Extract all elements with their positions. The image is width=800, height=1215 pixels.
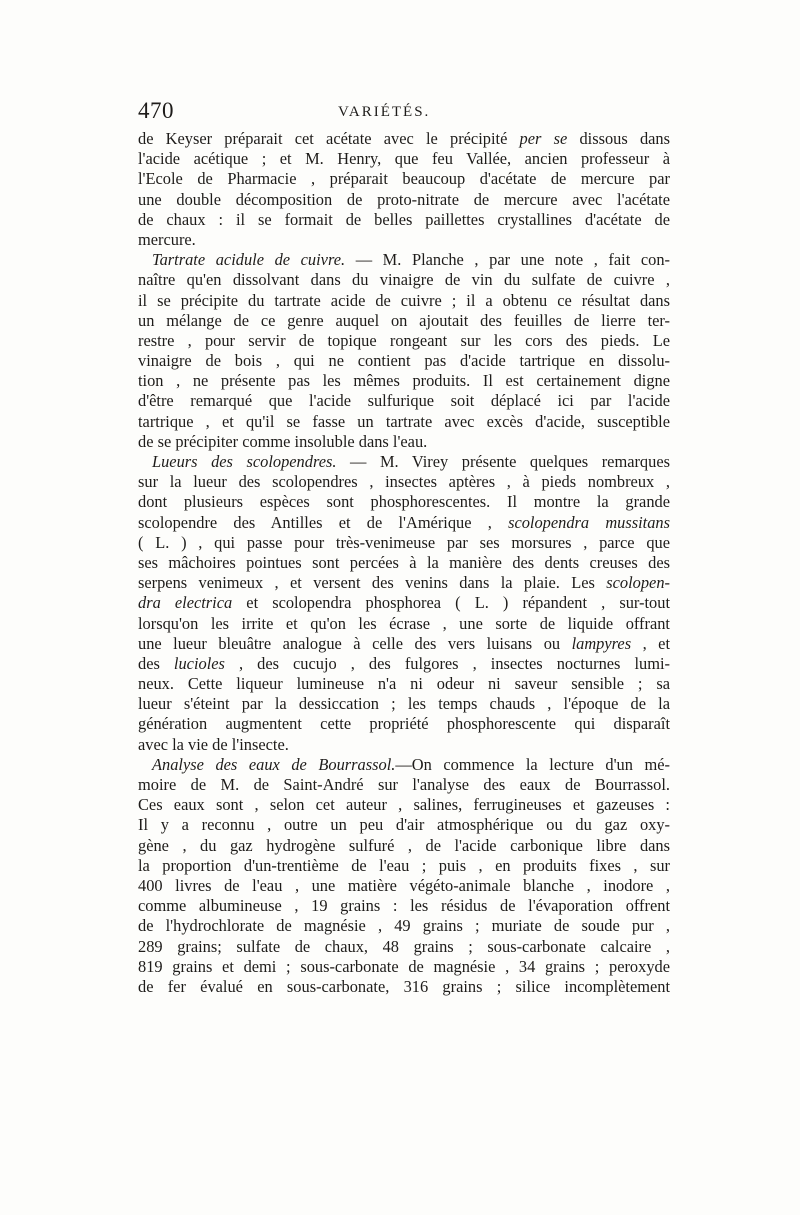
text-line xyxy=(138,250,670,270)
line-text: vinaigre de bois , qui ne contient pas d'acide tartrique en dissolu- xyxy=(138,351,670,371)
line-text: Il y a reconnu , outre un peu d'air atmosphérique ou du gaz oxy- xyxy=(138,815,670,835)
line-text: moire de M. de Saint-André sur l'analyse des eaux de Bourrassol. xyxy=(138,775,670,794)
line-text: comme albumineuse , 19 grains : les résidus de l'évaporation offrent xyxy=(138,896,670,916)
line-text: l'Ecole de Pharmacie , préparait beaucoup d'acétate de mercure par xyxy=(138,169,670,189)
italic-text: per se xyxy=(519,129,568,148)
line-text: tion , ne présente pas les mêmes produits. Il est certainement digne xyxy=(138,371,670,391)
line-text: 819 grains et demi ; sous-carbonate de magnésie , 34 grains ; peroxyde xyxy=(138,956,670,976)
text-line xyxy=(138,412,670,432)
text-line xyxy=(138,513,670,533)
italic-text: dra electrica xyxy=(138,593,233,613)
line-text: génération augmentent cette propriété phosphorescente qui disparaît xyxy=(138,714,670,734)
text-line xyxy=(138,735,670,755)
running-head: VARIÉTÉS. xyxy=(338,104,431,120)
page-header xyxy=(138,98,670,128)
line-text: une double décomposition de proto-nitrate de mercure avec l'acétate xyxy=(138,189,670,209)
line-text: de fer évalué en sous-carbonate, 316 grains ; silice incomplètement xyxy=(138,976,670,996)
line-text: restre , pour servir de topique rongeant sur les cors des pieds. Le xyxy=(138,330,670,350)
line-text: serpens venimeux , et versent des venins dans la plaie. Les xyxy=(138,573,607,593)
line-text: ( L. ) , qui passe pour très-venimeuse par ses morsures , parce que xyxy=(138,532,670,552)
italic-text: Lueurs des scolopendres. xyxy=(152,452,337,471)
italic-text: scolopendra mussitans xyxy=(508,512,670,532)
text-line xyxy=(138,654,670,674)
line-text: de Keyser préparait cet acétate avec le précipité xyxy=(138,129,520,148)
text-line xyxy=(138,311,670,331)
line-text: — M. Planche , par une note , fait con- xyxy=(345,250,670,270)
line-text: il se précipite du tartrate acide de cuivre ; il a obtenu ce résultat dans xyxy=(138,290,670,310)
line-text: de se précipiter comme insoluble dans l'eau. xyxy=(138,431,428,451)
line-text: neux. Cette liqueur lumineuse n'a ni odeur ni saveur sensible ; sa xyxy=(138,674,670,694)
text-line xyxy=(138,169,670,189)
line-text: 400 livres de l'eau , une matière végéto-animale blanche , inodore , xyxy=(138,875,670,895)
line-text: lorsqu'on les irrite et qu'on les écrase , une sorte de liquide offrant xyxy=(138,613,670,633)
italic-text: Analyse des eaux de Bourrassol. xyxy=(152,754,396,774)
text-line xyxy=(138,553,670,573)
text-line xyxy=(138,957,670,977)
line-text: la proportion d'un-trentième de l'eau ; puis , en produits fixes , sur xyxy=(138,855,670,875)
text-line xyxy=(138,331,670,351)
line-text: naître qu'en dissolvant dans du vinaigre de vin du sulfate de cuivre , xyxy=(138,270,670,290)
line-text: lueur s'éteint par la dessiccation ; les temps chauds , l'époque de la xyxy=(138,694,670,714)
text-line xyxy=(138,351,670,371)
line-text: une lueur bleuâtre analogue à celle des vers luisans ou xyxy=(138,633,572,653)
line-text: un mélange de ce genre auquel on ajoutait des feuilles de lierre ter- xyxy=(138,310,670,330)
line-text: —On commence la lecture d'un mé- xyxy=(395,754,670,774)
text-line xyxy=(138,391,670,411)
body-text xyxy=(138,129,670,997)
text-line xyxy=(138,432,670,452)
line-text: mercure. xyxy=(138,229,196,249)
text-line xyxy=(138,492,670,512)
text-line xyxy=(138,190,670,210)
text-line xyxy=(138,876,670,896)
text-line xyxy=(138,795,670,815)
text-line xyxy=(138,937,670,957)
text-line xyxy=(138,815,670,835)
line-text: scolopendre des Antilles et de l'Amérique , xyxy=(138,512,509,532)
text-line xyxy=(138,230,670,250)
italic-text: Tartrate acidule de cuivre. xyxy=(152,250,346,270)
line-text: sur la lueur des scolopendres , insectes aptères , à pieds nombreux , xyxy=(138,472,670,492)
italic-text: lucioles xyxy=(173,653,225,673)
line-text: dissous dans xyxy=(567,129,670,148)
line-text: d'être remarqué que l'acide sulfurique soit déplacé ici par l'acide xyxy=(138,391,670,411)
text-line xyxy=(138,977,670,997)
text-line xyxy=(138,452,670,472)
text-line xyxy=(138,896,670,916)
line-text: des xyxy=(138,653,174,673)
line-text: dont plusieurs espèces sont phosphorescentes. Il montre la grande xyxy=(138,492,670,512)
line-text: — M. Virey présente quelques remarques xyxy=(336,452,670,471)
text-line xyxy=(138,371,670,391)
italic-text: lampyres xyxy=(571,633,632,653)
text-line xyxy=(138,836,670,856)
text-line xyxy=(138,694,670,714)
text-line xyxy=(138,775,670,795)
line-text: tartrique , et qu'il se fasse un tartrate avec excès d'acide, susceptible xyxy=(138,411,670,431)
text-line xyxy=(138,533,670,553)
text-line xyxy=(138,856,670,876)
text-line xyxy=(138,573,670,593)
text-line xyxy=(138,149,670,169)
text-line xyxy=(138,129,670,149)
text-line xyxy=(138,714,670,734)
line-text: , et xyxy=(631,633,670,653)
line-text: avec la vie de l'insecte. xyxy=(138,734,289,754)
text-line xyxy=(138,634,670,654)
line-text: 289 grains; sulfate de chaux, 48 grains ; sous-carbonate calcaire , xyxy=(138,936,670,956)
text-line xyxy=(138,755,670,775)
line-text: et scolopendra phosphorea ( L. ) répandent , sur-tout xyxy=(232,593,670,613)
line-text: Ces eaux sont , selon cet auteur , salines, ferrugineuses et gazeuses : xyxy=(138,795,670,815)
text-line xyxy=(138,472,670,492)
text-line xyxy=(138,270,670,290)
line-text: , des cucujo , des fulgores , insectes nocturnes lumi- xyxy=(224,653,670,673)
text-line xyxy=(138,916,670,936)
line-text: de l'hydrochlorate de magnésie , 49 grains ; muriate de soude pur , xyxy=(138,916,670,936)
line-text: gène , du gaz hydrogène sulfuré , de l'acide carbonique libre dans xyxy=(138,835,670,855)
line-text: de chaux : il se formait de belles paillettes crystallines d'acétate de xyxy=(138,209,670,229)
italic-text: scolopen- xyxy=(606,573,670,593)
text-line xyxy=(138,210,670,230)
text-line xyxy=(138,593,670,613)
page-number: 470 xyxy=(138,98,174,123)
text-line xyxy=(138,614,670,634)
text-line xyxy=(138,674,670,694)
line-text: l'acide acétique ; et M. Henry, que feu Vallée, ancien professeur à xyxy=(138,149,670,169)
line-text: ses mâchoires pointues sont percées à la manière des dents creuses des xyxy=(138,552,670,572)
text-line xyxy=(138,291,670,311)
